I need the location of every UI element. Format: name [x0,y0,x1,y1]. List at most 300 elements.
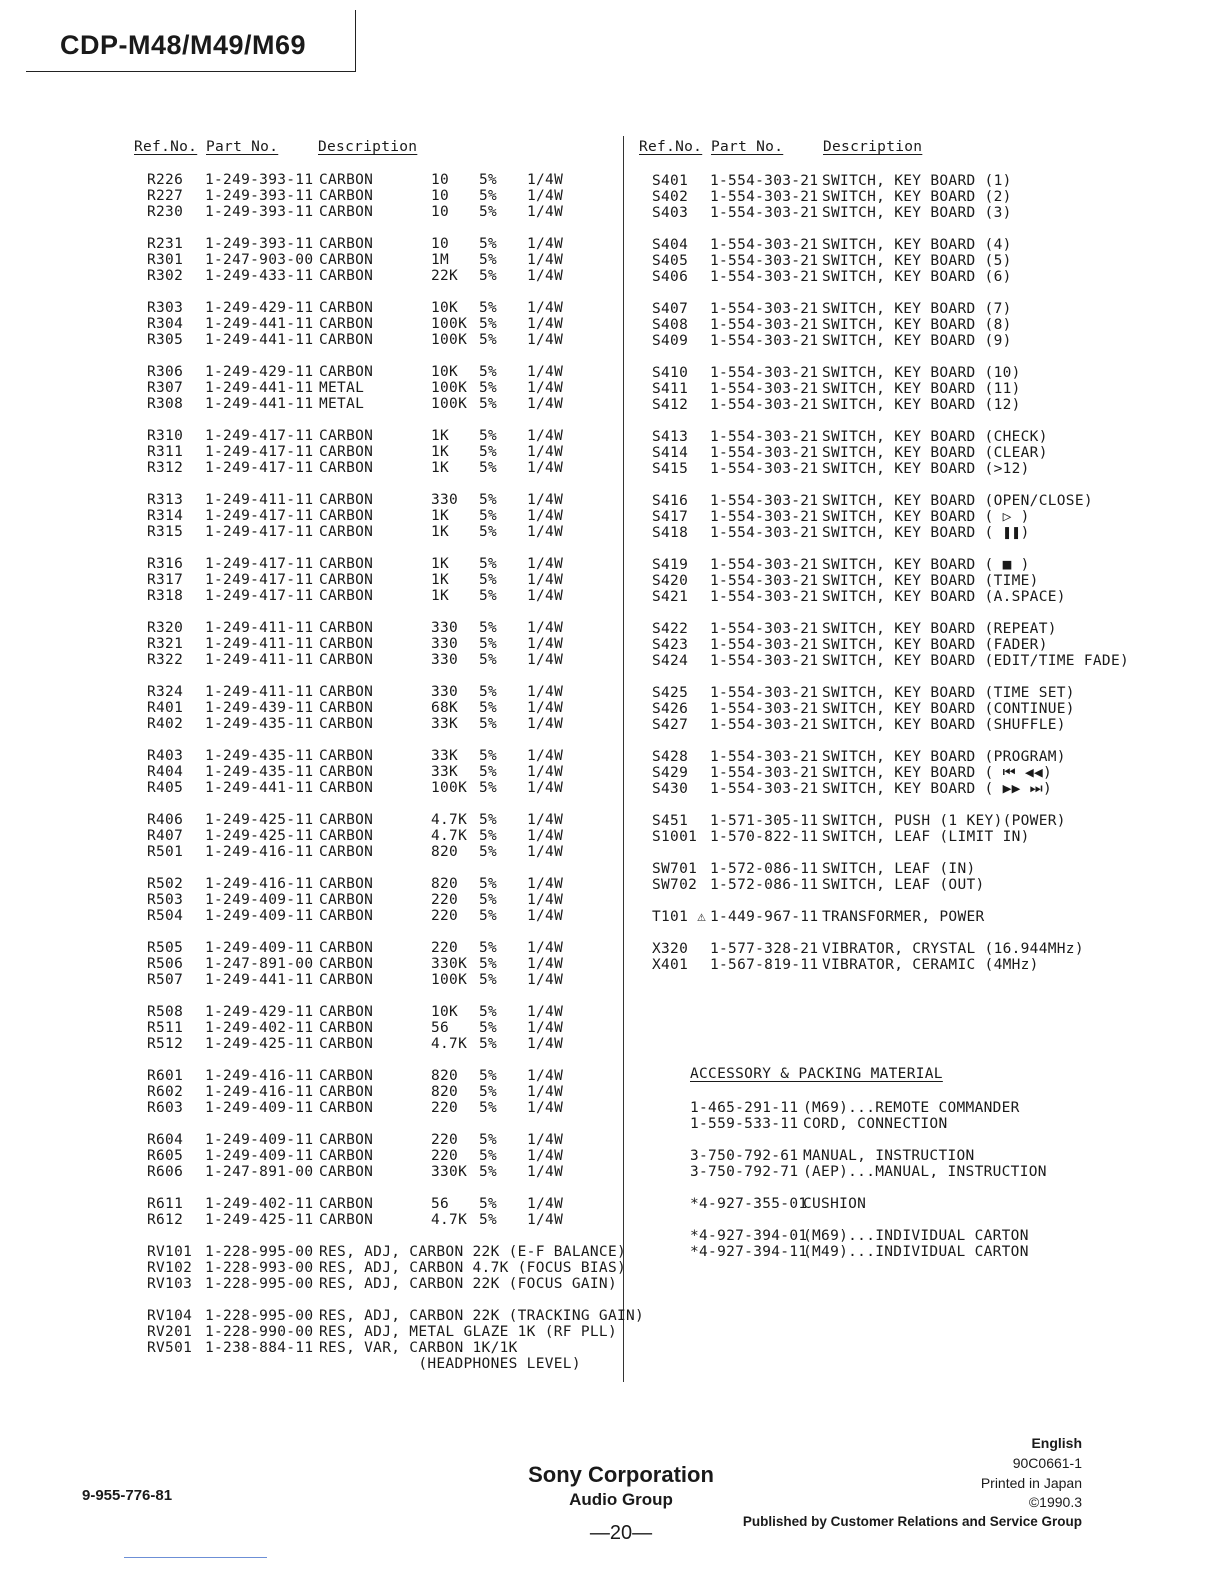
cell-tol: 5% [479,1164,498,1180]
cell-pow: 1/4W [527,396,564,412]
cell-val: 22K [431,268,459,284]
cell-part: 1-249-441-11 [205,396,314,412]
cell-val: 330K [431,1164,468,1180]
cell-desc: SWITCH, KEY BOARD ( ■ ) [822,557,1030,573]
cell-desc: VIBRATOR, CERAMIC (4MHz) [822,957,1039,973]
cell-pow: 1/4W [527,1068,564,1084]
cell-part: 1-554-303-21 [710,397,819,413]
cell-part: 1-554-303-21 [710,637,819,653]
cell-full: RES, ADJ, CARBON 22K (TRACKING GAIN) [319,1308,645,1324]
cell-desc: CARBON [319,844,374,860]
cell-ref: S425 [652,685,689,701]
cell-part: 1-249-417-11 [205,428,314,444]
cell-part: 1-249-429-11 [205,364,314,380]
cell-part: 1-249-417-11 [205,508,314,524]
cell-tol: 5% [479,764,498,780]
cell-ref: R404 [147,764,184,780]
cell-ref: R320 [147,620,184,636]
cell-val: 100K [431,780,468,796]
cell-desc: (M49)...INDIVIDUAL CARTON [803,1244,1029,1260]
cell-ref: R226 [147,172,184,188]
cell-ref: R611 [147,1196,184,1212]
cell-desc: SWITCH, LEAF (LIMIT IN) [822,829,1030,845]
page-number: —20— [589,1522,653,1544]
cell-ref: RV501 [147,1340,193,1356]
cell-ref: S422 [652,621,689,637]
cell-ref: R511 [147,1020,184,1036]
cell-ref: SW701 [652,861,698,877]
cell-val: 10K [431,364,459,380]
cell-part: 1-249-416-11 [205,1084,314,1100]
cell-val: 56 [431,1196,450,1212]
cell-ref: R603 [147,1100,184,1116]
cell-part: 1-249-402-11 [205,1020,314,1036]
bottom-rule [124,1557,267,1558]
cell-val: 1K [431,524,450,540]
cell-tol: 5% [479,892,498,908]
cell-desc: METAL [319,380,365,396]
document-code: 90C0661-1 [1012,1455,1082,1471]
cell-part: 1-249-435-11 [205,764,314,780]
cell-desc: CARBON [319,1084,374,1100]
cell-val: 1K [431,508,450,524]
cell-ref: R512 [147,1036,184,1052]
cell-val: 820 [431,1084,459,1100]
cell-ref: R402 [147,716,184,732]
cell-desc: SWITCH, KEY BOARD (10) [822,365,1021,381]
cell-val: 100K [431,396,468,412]
cell-part: *4-927-394-11 [690,1244,808,1260]
cell-ref: R605 [147,1148,184,1164]
cell-part: 1-249-435-11 [205,716,314,732]
cell-part: 1-554-303-21 [710,317,819,333]
cell-tol: 5% [479,812,498,828]
cell-ref: R501 [147,844,184,860]
cell-ref: S420 [652,573,689,589]
cell-val: 33K [431,748,459,764]
cell-part: 1-554-303-21 [710,301,819,317]
cell-part: 1-249-411-11 [205,620,314,636]
cell-pow: 1/4W [527,524,564,540]
cell-ref: R324 [147,684,184,700]
cell-ref: R507 [147,972,184,988]
cell-ref: R606 [147,1164,184,1180]
cell-tol: 5% [479,172,498,188]
cell-ref: R504 [147,908,184,924]
cell-pow: 1/4W [527,1164,564,1180]
cell-tol: 5% [479,1036,498,1052]
cell-desc: SWITCH, KEY BOARD (OPEN/CLOSE) [822,493,1093,509]
cell-tol: 5% [479,428,498,444]
cell-part: 1-249-411-11 [205,652,314,668]
cell-part: 1-554-303-21 [710,621,819,637]
cell-part: 1-249-411-11 [205,684,314,700]
cell-tol: 5% [479,364,498,380]
cell-ref: R227 [147,188,184,204]
header-vertical-rule [355,10,356,72]
cell-ref: S413 [652,429,689,445]
cell-pow: 1/4W [527,588,564,604]
cell-tol: 5% [479,1212,498,1228]
cell-part: 1-554-303-21 [710,189,819,205]
cell-tol: 5% [479,572,498,588]
cell-desc: SWITCH, KEY BOARD (1) [822,173,1012,189]
cell-part: 1-249-411-11 [205,492,314,508]
cell-tol: 5% [479,1132,498,1148]
cell-pow: 1/4W [527,1004,564,1020]
cell-tol: 5% [479,316,498,332]
cell-full: RES, ADJ, METAL GLAZE 1K (RF PLL) [319,1324,617,1340]
cell-desc: SWITCH, KEY BOARD (FADER) [822,637,1048,653]
cell-desc: (M69)...REMOTE COMMANDER [803,1100,1020,1116]
cell-desc: CARBON [319,204,374,220]
cell-pow: 1/4W [527,300,564,316]
cell-desc: CARBON [319,876,374,892]
cell-ref: R401 [147,700,184,716]
cell-val: 10 [431,204,450,220]
cell-val: 10K [431,1004,459,1020]
cell-desc: CARBON [319,1100,374,1116]
cell-part: 1-554-303-21 [710,205,819,221]
model-header: CDP-M48/M49/M69 [60,30,307,60]
cell-pow: 1/4W [527,1084,564,1100]
cell-ref: S451 [652,813,689,829]
cell-part: 1-247-903-00 [205,252,314,268]
cell-pow: 1/4W [527,556,564,572]
cell-desc: CARBON [319,172,374,188]
cell-part: 1-554-303-21 [710,589,819,605]
cell-ref: S401 [652,173,689,189]
cell-part: 1-249-416-11 [205,876,314,892]
cell-desc: CARBON [319,1196,374,1212]
cell-ref: S418 [652,525,689,541]
cell-part: 1-554-303-21 [710,653,819,669]
cell-tol: 5% [479,780,498,796]
cell-part: 1-249-425-11 [205,812,314,828]
cell-desc: SWITCH, KEY BOARD (11) [822,381,1021,397]
cell-part: 3-750-792-61 [690,1148,799,1164]
cell-ref: R305 [147,332,184,348]
cell-part: 1-249-416-11 [205,1068,314,1084]
cell-part: 1-249-417-11 [205,460,314,476]
cell-tol: 5% [479,1020,498,1036]
cell-ref: S430 [652,781,689,797]
cell-val: 4.7K [431,828,468,844]
cell-ref: R612 [147,1212,184,1228]
cell-ref: R308 [147,396,184,412]
cell-pow: 1/4W [527,492,564,508]
cell-ref: S416 [652,493,689,509]
cell-tol: 5% [479,236,498,252]
cell-val: 100K [431,332,468,348]
cell-part: 1-554-303-21 [710,429,819,445]
cell-tol: 5% [479,972,498,988]
cell-part: 1-247-891-00 [205,956,314,972]
cell-ref: R322 [147,652,184,668]
cell-ref: S405 [652,253,689,269]
cell-desc: SWITCH, KEY BOARD (6) [822,269,1012,285]
cell-part: 1-554-303-21 [710,237,819,253]
cell-pow: 1/4W [527,972,564,988]
group-name: Audio Group [569,1490,673,1509]
cell-desc: CARBON [319,764,374,780]
cell-part: 1-554-303-21 [710,509,819,525]
cell-desc: SWITCH, KEY BOARD (CLEAR) [822,445,1048,461]
cell-part: 1-249-441-11 [205,316,314,332]
cell-part: 1-228-993-00 [205,1260,314,1276]
cell-ref: S421 [652,589,689,605]
cell-pow: 1/4W [527,636,564,652]
cell-part: 1-249-441-11 [205,780,314,796]
cell-val: 1K [431,572,450,588]
cell-desc: SWITCH, LEAF (IN) [822,861,976,877]
cell-ref: R306 [147,364,184,380]
cell-ref: R301 [147,252,184,268]
cell-part: 1-249-425-11 [205,828,314,844]
cell-desc: CARBON [319,236,374,252]
cell-val: 33K [431,716,459,732]
cell-desc: SWITCH, KEY BOARD (PROGRAM) [822,749,1066,765]
cell-val: 1K [431,556,450,572]
cell-desc: SWITCH, KEY BOARD (3) [822,205,1012,221]
cell-ref: RV201 [147,1324,193,1340]
cell-val: 330 [431,492,459,508]
cell-val: 220 [431,908,459,924]
cell-ref: S409 [652,333,689,349]
cell-ref: R307 [147,380,184,396]
cell-ref: S403 [652,205,689,221]
cell-part: 1-554-303-21 [710,333,819,349]
cell-ref: S404 [652,237,689,253]
cell-desc: CARBON [319,556,374,572]
cell-val: 4.7K [431,1036,468,1052]
cell-tol: 5% [479,828,498,844]
description-heading: Description [823,139,923,155]
cell-pow: 1/4W [527,172,564,188]
cell-part: 1-554-303-21 [710,445,819,461]
cell-ref: R506 [147,956,184,972]
header-rule [26,71,356,72]
cell-pow: 1/4W [527,508,564,524]
cell-ref: S427 [652,717,689,733]
cell-val: 330 [431,684,459,700]
cell-ref: RV103 [147,1276,193,1292]
cell-desc: CARBON [319,940,374,956]
cell-val: 220 [431,892,459,908]
cell-val: 1K [431,588,450,604]
cell-part: 1-249-417-11 [205,588,314,604]
cell-val: 1M [431,252,450,268]
cell-ref: R230 [147,204,184,220]
cell-desc: SWITCH, KEY BOARD (TIME) [822,573,1039,589]
cell-pow: 1/4W [527,188,564,204]
cell-ref: SW702 [652,877,698,893]
cell-desc: SWITCH, KEY BOARD (8) [822,317,1012,333]
cell-ref: R405 [147,780,184,796]
cell-ref: R503 [147,892,184,908]
cell-desc: CARBON [319,636,374,652]
cell-desc: MANUAL, INSTRUCTION [803,1148,975,1164]
cell-part: 1-249-393-11 [205,172,314,188]
cell-tol: 5% [479,700,498,716]
cell-desc: SWITCH, KEY BOARD (>12) [822,461,1030,477]
cell-desc: METAL [319,396,365,412]
cell-val: 100K [431,316,468,332]
cell-desc: CARBON [319,300,374,316]
cell-part: 1-554-303-21 [710,717,819,733]
publisher-line: Published by Customer Relations and Service Group [742,1514,1082,1529]
cell-full: RES, ADJ, CARBON 22K (E-F BALANCE) [319,1244,627,1260]
cell-desc: CARBON [319,252,374,268]
cell-part: 1-465-291-11 [690,1100,799,1116]
cell-desc: CARBON [319,1164,374,1180]
cell-tol: 5% [479,380,498,396]
cell-desc: SWITCH, KEY BOARD (TIME SET) [822,685,1075,701]
cell-desc: CARBON [319,364,374,380]
cell-val: 56 [431,1020,450,1036]
cell-ref: T101 ⚠ [652,909,707,925]
cell-part: *4-927-394-01 [690,1228,808,1244]
cell-val: 220 [431,1100,459,1116]
cell-ref: S426 [652,701,689,717]
cell-ref: R311 [147,444,184,460]
cell-ref: S408 [652,317,689,333]
cell-val: 220 [431,1148,459,1164]
cell-val: 4.7K [431,812,468,828]
cell-desc: SWITCH, KEY BOARD (12) [822,397,1021,413]
cell-part: 1-554-303-21 [710,685,819,701]
cell-part: 1-554-303-21 [710,573,819,589]
cell-tol: 5% [479,492,498,508]
cell-pow: 1/4W [527,812,564,828]
cell-pow: 1/4W [527,828,564,844]
cell-tol: 5% [479,636,498,652]
cell-tol: 5% [479,716,498,732]
cell-val: 220 [431,940,459,956]
cell-desc: SWITCH, KEY BOARD (CHECK) [822,429,1048,445]
copyright-year: ©1990.3 [1028,1494,1082,1510]
cell-pow: 1/4W [527,1020,564,1036]
cell-part: 1-554-303-21 [710,525,819,541]
cell-part: 1-249-417-11 [205,572,314,588]
cell-tol: 5% [479,908,498,924]
cell-pow: 1/4W [527,1196,564,1212]
cell-pow: 1/4W [527,844,564,860]
cell-ref: RV101 [147,1244,193,1260]
cell-tol: 5% [479,1068,498,1084]
cell-full: RES, VAR, CARBON 1K/1K [319,1340,518,1356]
cell-ref: R314 [147,508,184,524]
cell-desc: CARBON [319,332,374,348]
cell-desc: CARBON [319,684,374,700]
cell-tol: 5% [479,188,498,204]
cell-desc: CARBON [319,588,374,604]
cell-ref: X320 [652,941,689,957]
cell-val: 1K [431,444,450,460]
cell-desc: SWITCH, KEY BOARD ( ▷ ) [822,509,1030,525]
cell-ref: S406 [652,269,689,285]
cell-val: 100K [431,972,468,988]
cell-desc: SWITCH, KEY BOARD ( ⏮ ◀◀) [822,765,1053,781]
cell-tol: 5% [479,1196,498,1212]
cell-desc: CARBON [319,268,374,284]
cell-part: 1-249-402-11 [205,1196,314,1212]
cell-desc: CARBON [319,892,374,908]
cell-part: 1-249-435-11 [205,748,314,764]
cell-part: 1-249-409-11 [205,1132,314,1148]
cell-pow: 1/4W [527,780,564,796]
cell-ref: S428 [652,749,689,765]
cell-pow: 1/4W [527,380,564,396]
cell-ref: S419 [652,557,689,573]
cell-pow: 1/4W [527,956,564,972]
cell-part: 1-249-409-11 [205,908,314,924]
cell-ref: S424 [652,653,689,669]
cell-tol: 5% [479,844,498,860]
cell-pow: 1/4W [527,620,564,636]
cell-desc: CARBON [319,492,374,508]
cell-desc: SWITCH, LEAF (OUT) [822,877,985,893]
cell-pow: 1/4W [527,444,564,460]
cell-pow: 1/4W [527,716,564,732]
cell-desc: CARBON [319,972,374,988]
cell-desc: SWITCH, KEY BOARD (7) [822,301,1012,317]
cell-pow: 1/4W [527,364,564,380]
cell-desc: (AEP)...MANUAL, INSTRUCTION [803,1164,1047,1180]
cell-desc: CARBON [319,828,374,844]
cell-ref: R601 [147,1068,184,1084]
cell-ref: R406 [147,812,184,828]
cell-val: 1K [431,460,450,476]
cell-part: 1-249-416-11 [205,844,314,860]
cell-desc: SWITCH, KEY BOARD (A.SPACE) [822,589,1066,605]
cell-ref: S411 [652,381,689,397]
cell-desc: CARBON [319,460,374,476]
cell-part: 1-228-995-00 [205,1308,314,1324]
cell-part: 1-249-417-11 [205,524,314,540]
cell-part: 1-572-086-11 [710,877,819,893]
cell-part: 1-249-417-11 [205,556,314,572]
cell-ref: S402 [652,189,689,205]
cell-desc: SWITCH, KEY BOARD (EDIT/TIME FADE) [822,653,1130,669]
cell-pow: 1/4W [527,892,564,908]
cell-pow: 1/4W [527,236,564,252]
cell-tol: 5% [479,956,498,972]
cell-desc: SWITCH, KEY BOARD ( ▶▶ ⏭) [822,781,1053,797]
cell-desc: SWITCH, KEY BOARD (SHUFFLE) [822,717,1066,733]
cell-ref: RV104 [147,1308,193,1324]
cell-val: 68K [431,700,459,716]
cell-desc: SWITCH, KEY BOARD (CONTINUE) [822,701,1075,717]
cell-desc: CARBON [319,444,374,460]
cell-part: 1-567-819-11 [710,957,819,973]
company-name: Sony Corporation [528,1462,714,1487]
cell-part: 1-249-441-11 [205,380,314,396]
cell-desc: SWITCH, KEY BOARD (4) [822,237,1012,253]
cell-ref: R407 [147,828,184,844]
cell-val: 820 [431,844,459,860]
cell-tol: 5% [479,588,498,604]
cell-ref: S1001 [652,829,698,845]
cell-pow: 1/4W [527,460,564,476]
cell-ref: R317 [147,572,184,588]
cell-pow: 1/4W [527,1036,564,1052]
cell-pow: 1/4W [527,316,564,332]
cell-ref: R602 [147,1084,184,1100]
cell-part: 3-750-792-71 [690,1164,799,1180]
cell-tol: 5% [479,748,498,764]
cell-part: 1-249-425-11 [205,1036,314,1052]
